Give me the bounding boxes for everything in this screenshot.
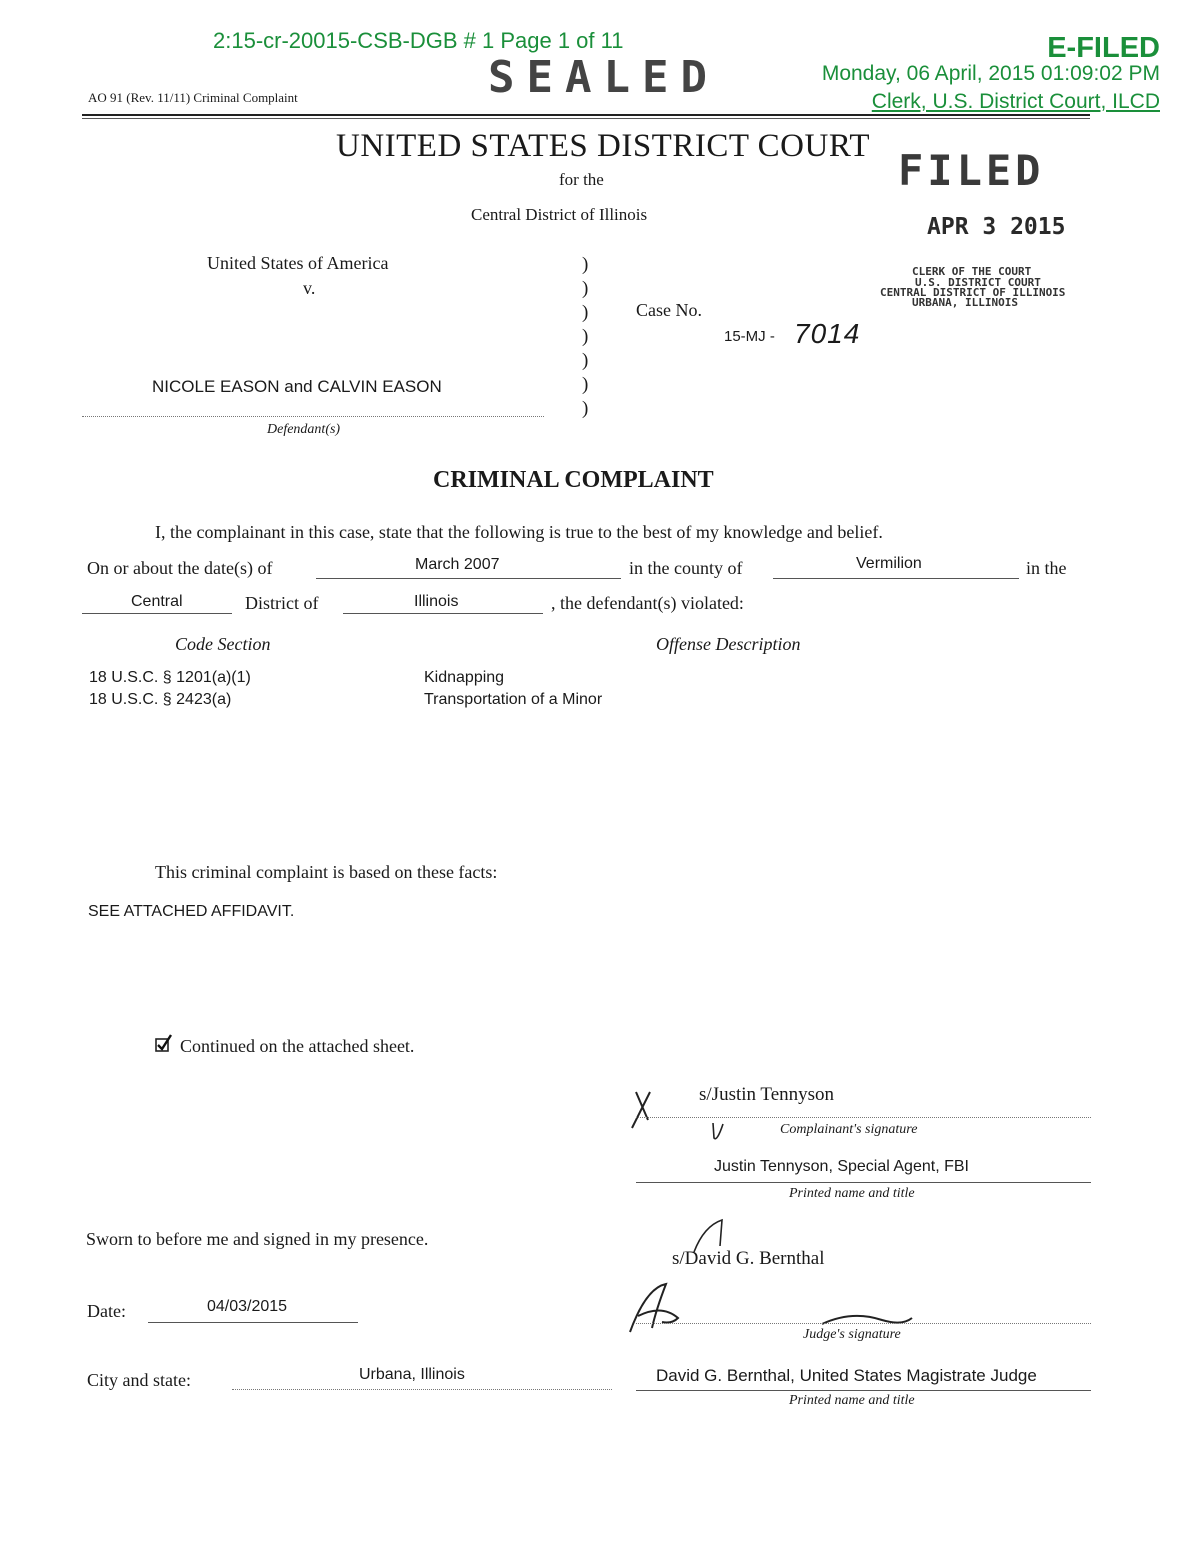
city-label: City and state: (87, 1370, 191, 1390)
state-value: Illinois (414, 593, 459, 610)
offense-description-header: Offense Description (656, 634, 801, 654)
code-section: 18 U.S.C. § 1201(a)(1) (89, 669, 251, 686)
date-prefix: On or about the date(s) of (87, 558, 273, 578)
case-reference: 2:15-cr-20015-CSB-DGB # 1 Page 1 of 11 (213, 28, 624, 53)
caption-paren: ) (582, 326, 589, 347)
offense-date: March 2007 (415, 556, 500, 573)
sworn-statement: Sworn to before me and signed in my presence. (86, 1229, 429, 1249)
city-line (232, 1389, 612, 1390)
offense-description: Kidnapping (424, 669, 505, 686)
x-mark-icon (626, 1088, 666, 1136)
court-title: UNITED STATES DISTRICT COURT (336, 128, 871, 164)
complainant-signature-label: Complainant's signature (780, 1122, 918, 1137)
defendants-names: NICOLE EASON and CALVIN EASON (152, 377, 442, 396)
stamp-city: URBANA, ILLINOIS (912, 296, 1018, 309)
facts-body: SEE ATTACHED AFFIDAVIT. (88, 903, 295, 920)
efiled-clerk: Clerk, U.S. District Court, ILCD (871, 90, 1160, 113)
filed-date: APR 3 2015 (927, 214, 1066, 240)
violated-text: , the defendant(s) violated: (551, 593, 744, 613)
judge-printed-line (636, 1390, 1091, 1391)
complainant-signature: s/Justin Tennyson (699, 1084, 835, 1105)
caption-paren: ) (582, 278, 589, 299)
date-label: Date: (87, 1301, 126, 1321)
efiled-label: E-FILED (1047, 32, 1160, 64)
header-rule (82, 114, 1090, 119)
checkbox-icon (154, 1034, 174, 1054)
facts-intro: This criminal complaint is based on these facts: (155, 862, 498, 882)
versus: v. (303, 278, 316, 298)
continued-text: Continued on the attached sheet. (180, 1036, 415, 1056)
date-value: 04/03/2015 (207, 1298, 288, 1315)
defendants-label: Defendant(s) (267, 422, 341, 437)
case-no-prefix: 15-MJ - (724, 328, 775, 345)
complaint-heading: CRIMINAL COMPLAINT (433, 467, 714, 493)
complainant-printed-name: Justin Tennyson, Special Agent, FBI (714, 1158, 969, 1175)
date-signed-line (148, 1322, 358, 1323)
filed-stamp: FILED (898, 146, 1045, 195)
complainant-signature-line (636, 1117, 1091, 1118)
stamp-clerk: CLERK OF THE COURT (912, 265, 1032, 278)
case-no-handwritten: 7014 (794, 318, 861, 349)
stamp-district: CENTRAL DISTRICT OF ILLINOIS (880, 286, 1066, 299)
stamp-court: U.S. DISTRICT COURT (915, 276, 1041, 289)
handwritten-initial-icon (708, 1120, 732, 1144)
caption-paren: ) (582, 350, 589, 371)
code-section: 18 U.S.C. § 2423(a) (89, 691, 232, 708)
complainant-printed-line (636, 1182, 1091, 1183)
sealed-stamp: SEALED (488, 52, 719, 103)
offense-description: Transportation of a Minor (424, 691, 603, 708)
date-line (316, 578, 621, 579)
efiled-datetime: Monday, 06 April, 2015 01:09:02 PM (821, 62, 1160, 85)
city-value: Urbana, Illinois (359, 1366, 465, 1383)
district-line (82, 613, 232, 614)
complainant-printed-label: Printed name and title (789, 1186, 915, 1201)
case-no-label: Case No. (636, 300, 702, 320)
district-value: Central (131, 593, 183, 610)
caption-paren: ) (582, 254, 589, 275)
judge-signature-label: Judge's signature (803, 1327, 901, 1342)
caption-paren: ) (582, 398, 589, 419)
plaintiff: United States of America (207, 253, 389, 273)
complainant-statement: I, the complainant in this case, state that the following is true to the best of my knowledge and belief. (155, 522, 883, 542)
caption-paren: ) (582, 302, 589, 323)
county-prefix: in the county of (629, 558, 743, 578)
defendants-line (82, 416, 544, 417)
judge-signature-line (636, 1323, 1091, 1324)
judge-printed-name: David G. Bernthal, United States Magistrate Judge (656, 1366, 1037, 1385)
form-id: AO 91 (Rev. 11/11) Criminal Complaint (88, 90, 298, 105)
for-the: for the (559, 170, 604, 189)
code-section-header: Code Section (175, 634, 271, 654)
court-district: Central District of Illinois (471, 205, 648, 224)
county: Vermilion (856, 555, 922, 572)
line2-suffix: in the (1026, 558, 1067, 578)
state-line (343, 613, 543, 614)
judge-signature: s/David G. Bernthal (672, 1248, 825, 1269)
continued-checkbox (154, 1034, 174, 1060)
judge-printed-label: Printed name and title (789, 1393, 915, 1408)
county-line (773, 578, 1019, 579)
district-label: District of (245, 593, 319, 613)
caption-paren: ) (582, 374, 589, 395)
